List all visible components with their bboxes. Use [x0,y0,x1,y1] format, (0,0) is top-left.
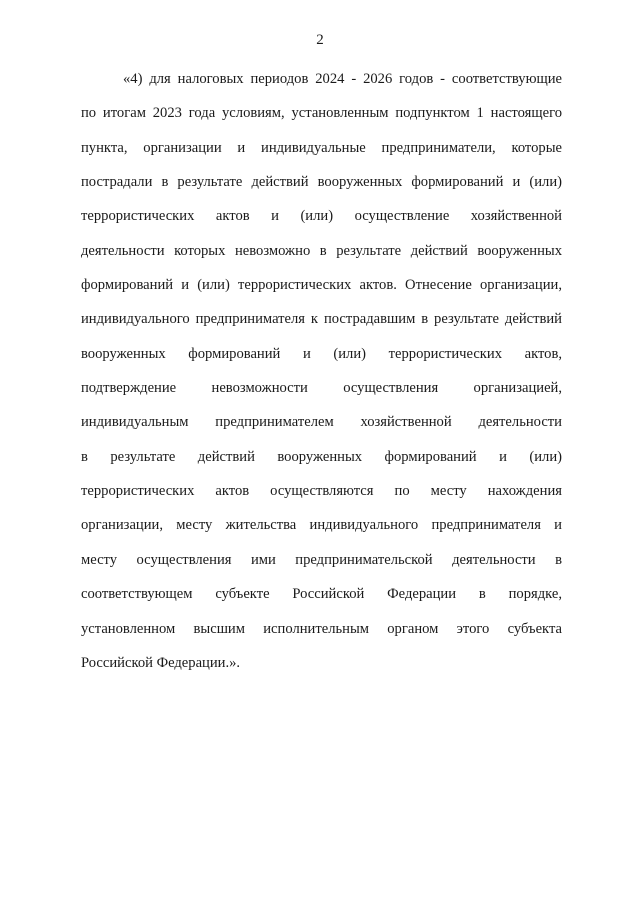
text-line: террористических актов и (или) осуществление хозяйственной [81,208,562,225]
text-line: пункта, организации и индивидуальные предприниматели, которые [81,139,562,156]
text-line: террористических актов осуществляются по месту нахождения [81,483,562,500]
text-line: формирований и (или) террористических актов. Отнесение организации, [81,277,562,294]
amendment-paragraph [81,69,562,687]
text-line: подтверждение невозможности осуществления организацией, [81,380,562,397]
text-line: вооруженных формирований и (или) террористических актов, [81,345,562,362]
text-line: пострадали в результате действий вооруженных формирований и (или) [81,174,562,191]
text-line: месту осуществления ими предпринимательской деятельности в [81,551,562,568]
text-line: соответствующем субъекте Российской Федерации в порядке, [81,586,562,603]
text-line: индивидуального предпринимателя к пострадавшим в результате действий [81,311,562,328]
text-line: по итогам 2023 года условиям, установленным подпунктом 1 настоящего [81,105,562,122]
text-line: Российской Федерации.». [81,654,241,671]
text-line: организации, месту жительства индивидуального предпринимателя и [81,517,562,534]
text-line: «4) для налоговых периодов 2024 - 2026 годов - соответствующие [123,71,562,87]
text-line: индивидуальным предпринимателем хозяйственной деятельности [81,414,562,431]
text-line: установленном высшим исполнительным органом этого субъекта [81,620,562,637]
page-number: 2 [316,32,324,48]
text-line: деятельности которых невозможно в результате действий вооруженных [81,242,562,259]
text-line: в результате действий вооруженных формирований и (или) [81,448,562,465]
